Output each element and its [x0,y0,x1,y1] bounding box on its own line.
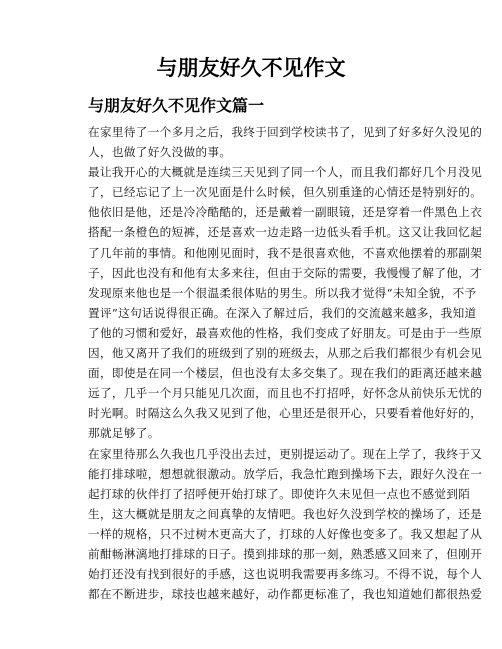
paragraph [88,122,483,162]
paragraph [88,444,483,605]
text-line: 了，已经忘记了上一次见面是什么时候，但久别重逢的心情还是特别好的。 [88,185,483,200]
document-body [88,122,483,604]
text-line: 人，也做了好久没做的事。 [88,145,232,160]
text-line: 始打还没有找到很好的手感，这也说明我需要再多练习。不得不说，每个人 [88,567,483,582]
text-line: 因，他又离开了我们的班级到了别的班级去，从那之后我们都很少有机会见 [88,346,483,361]
text-line: 在家里待了一个多月之后，我终于回到学校读书了，见到了好多好久没见的 [88,125,483,139]
text-line: 一样的规格，只不过树木更高大了，打球的人好像也变多了。我又想起了从 [88,526,483,541]
text-line: 了几年前的事情。和他刚见面时，我不是很喜欢他，不喜欢他摆着的那副架 [88,245,483,260]
paragraph [88,162,483,443]
text-line: 最让我开心的大概就是连续三天见到了同一个人，而且我们都好几个月没见 [88,165,483,180]
text-line: 置评”这句话说得很正确。在深入了解过后，我们的交流越来越多，我知道 [88,305,477,320]
text-line: 能打排球啦，想想就很激动。放学后，我急忙跑到操场下去，跟好久没在一 [88,466,483,481]
text-line: 起打球的伙伴打了招呼便开始打球了。即使许久未见但一点也不感觉到陌 [88,486,471,501]
text-line: 生，这大概就是朋友之间真挚的友情吧。我也好久没到学校的操场了，还是 [88,506,483,521]
section-title: 与朋友好久不见作文篇一 [88,96,265,115]
text-line: 搭配一条橙色的短裤，还是喜欢一边走路一边低头看手机。这又让我回忆起 [88,225,483,240]
text-line: 他依旧是他，还是冷冷酷酷的，还是戴着一副眼镜，还是穿着一件黑色上衣 [88,205,483,220]
text-line: 子，因此也没有和他有太多来往，但由于交际的需要，我慢慢了解了他，才 [88,265,483,280]
text-line: 了他的习惯和爱好，最喜欢他的性格，我们变成了好朋友。可是由于一些原 [88,325,483,340]
text-line: 远了，几乎一个月只能见几次面，而且也不打招呼，好怀念从前快乐无忧的 [88,386,483,401]
text-line: 那就足够了。 [88,426,160,441]
text-line: 发现原来他也是一个很温柔很体贴的男生。所以我才觉得“未知全貌，不予 [88,285,477,300]
text-line: 面，即使是在同一个楼层，但也没有太多交集了。现在我们的距离还越来越 [88,366,483,381]
document-title: 与朋友好久不见作文 [156,56,346,80]
text-line: 都在不断进步，球技也越来越好，动作都更标准了，我也知道她们都很热爱 [88,587,483,602]
text-line: 时光啊。时隔这么久我又见到了他，心里还是很开心，只要看着他好好的， [88,406,483,421]
text-line: 在家里待那么久我也几乎没出去过，更别提运动了。现在上学了，我终于又 [88,446,483,461]
text-line: 前酣畅淋漓地打排球的日子。摸到排球的那一刻，熟悉感又回来了，但刚开 [88,546,483,561]
